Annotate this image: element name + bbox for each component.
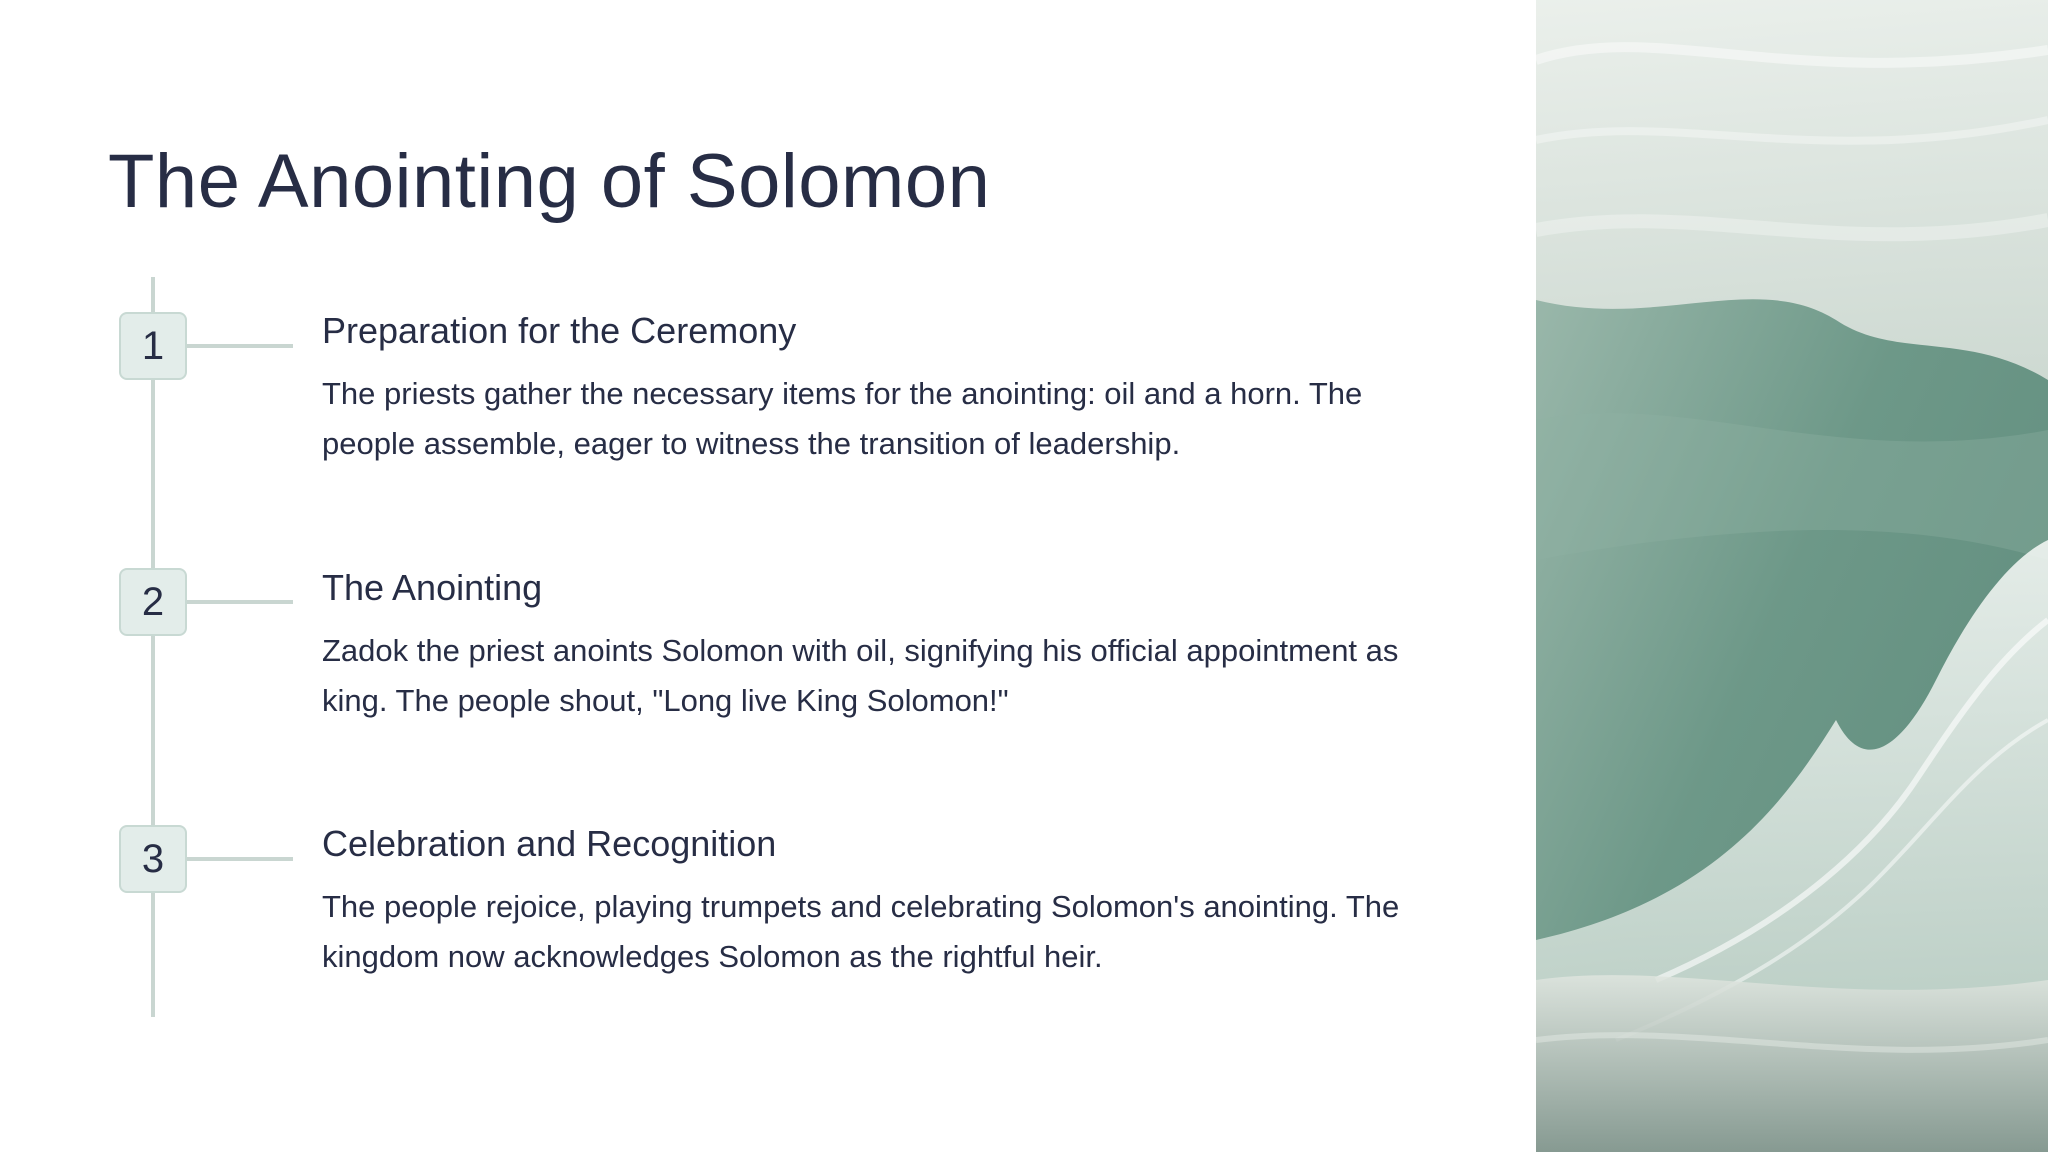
timeline-line — [151, 277, 155, 1017]
decorative-wave-art — [1536, 0, 2048, 1152]
step-connector — [187, 600, 293, 604]
step-title: Celebration and Recognition — [322, 823, 777, 864]
step-number-badge: 2 — [119, 568, 187, 636]
step-description: The people rejoice, playing trumpets and celebrating Solomon's anointing. The kingdom now acknowledges Solomon as the rightful heir. — [322, 889, 1400, 974]
step-connector — [187, 857, 293, 861]
step-description: The priests gather the necessary items for the anointing: oil and a horn. The people assemble, eager to witness the transition of leadership. — [322, 376, 1363, 461]
wave-art-graphic — [1536, 0, 2048, 1152]
step-number-badge: 1 — [119, 312, 187, 380]
step-title: Preparation for the Ceremony — [322, 310, 797, 351]
step-title: The Anointing — [322, 567, 543, 608]
step-number-badge: 3 — [119, 825, 187, 893]
step-connector — [187, 344, 293, 348]
step-description: Zadok the priest anoints Solomon with oil, signifying his official appointment as king. The people shout, "Long live King Solomon!" — [322, 633, 1399, 718]
slide-title: The Anointing of Solomon — [108, 139, 991, 224]
